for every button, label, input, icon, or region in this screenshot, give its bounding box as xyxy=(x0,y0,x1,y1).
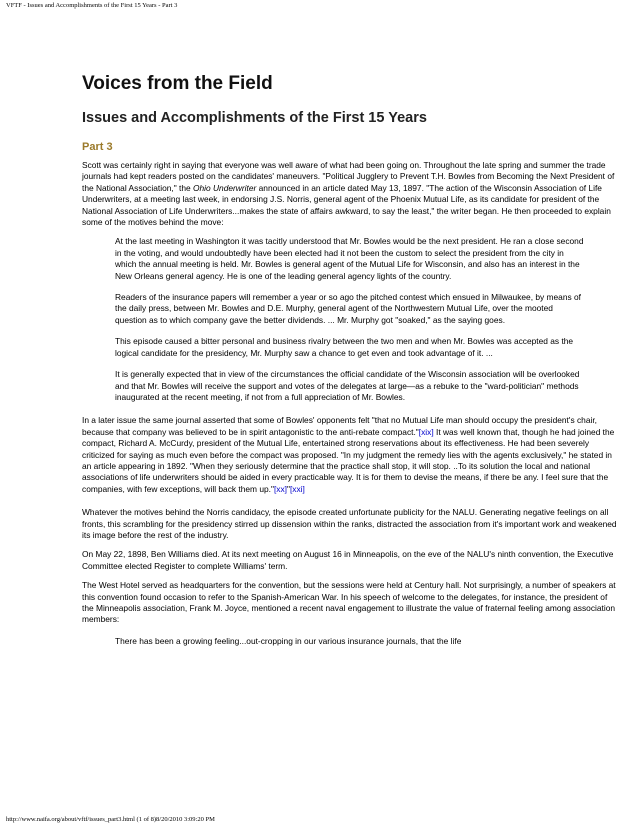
quote-paragraph: There has been a growing feeling...out-cropping in our various insurance journals, that the life xyxy=(115,635,462,646)
footnote-link-xxi[interactable]: [xxi] xyxy=(289,483,305,494)
block-quote-2 xyxy=(115,636,586,647)
quote-paragraph: It is generally expected that in view of the circumstances the official candidate of the Wisconsin association will be overlooked and that Mr. Bowles will receive the support and votes of the delegates at large—as a rebuke to the "ward-politician" methods inaugurated at the recent meeting, if not from a full appreciation of Mr. Bowles. xyxy=(115,369,580,402)
paragraph-2-text-b: It was well known that, though he had joined the compact, Richard A. McCurdy, president of the Mutual Life, entertained strong reservations about its effectiveness. He had been severely criticized for saying as much even before the compact was proposed. "In my judgment the remedy lies with the agents exclusively," he stated in an article appearing in 1892. "When they seriously determine that the practice shall stop, it will stop. ..To its solution the local and national associations of life underwriters should be aided in every practicable way. It is for them to devise the means, if there be any. I feel sure that the companies, with few exceptions, will back them up." xyxy=(82,426,615,494)
paragraph-2-text-a: In a later issue the same journal asserted that some of Bowles' opponents felt "that no Mutual Life man should occupy the president's chair, because that company was believed to be in spirit antagonistic to the anti-rebate compact." xyxy=(82,415,598,437)
paragraph-3: Whatever the motives behind the Norris candidacy, the episode created unfortunate publicity for the NALU. Generating negative feelings on all fronts, this scrambling for the presidency stirred up dissension within the ranks, distracted the association from it's important work and weakened its image before the rest of the industry. xyxy=(82,507,617,540)
paragraph-1 xyxy=(82,160,620,228)
paragraph-2-quote-mark: " xyxy=(287,483,290,494)
paragraph-1-text-b: announced in an article dated May 13, 1897. "The action of the Wisconsin Association of Life Underwriters, at a meeting last week, in endorsing J.S. Norris, general agent of the Phoenix Mutual Life, as its candidate for president of the National Association of Life Underwriters...makes the state of affairs awkward, to say the least," the writer began. He then proceeded to explain some of the motives behind the move: xyxy=(82,182,611,228)
block-quote-1 xyxy=(115,236,586,403)
print-header: VFTF - Issues and Accomplishments of the First 15 Years - Part 3 xyxy=(6,2,178,9)
footnote-link-xx[interactable]: [xx] xyxy=(273,483,287,494)
paragraph-2 xyxy=(82,415,620,495)
print-footer: http://www.naifa.org/about/vftf/issues_part3.html (1 of 8)8/20/2010 3:09:20 PM xyxy=(6,816,215,823)
paragraph-1-text-a: Scott was certainly right in saying that everyone was well aware of what had been going on. Throughout the late spring and summer the trade journals had kept readers posted on the candidates' maneuvers. "Political Jugglery to Prevent T.H. Bowles from Becoming the Next President of the National Association," the xyxy=(82,160,615,193)
publication-title: Ohio Underwriter xyxy=(192,182,257,193)
paragraph-5: The West Hotel served as headquarters for the convention, but the sessions were held at Century hall. Not surprisingly, a number of speakers at this convention found occasion to refer to the Spanish-American War. In his speech of welcome to the delegates, for instance, the president of the Minneapolis association, Frank M. Joyce, mentioned a recent naval engagement to illustrate the value of fraternal feeling among association members: xyxy=(82,580,616,625)
part-label: Part 3 xyxy=(82,141,113,153)
paragraph-4: On May 22, 1898, Ben Williams died. At its next meeting on August 16 in Minneapolis, on the eve of the NALU's ninth convention, the Executive Committee elected Register to complete Williams' term. xyxy=(82,549,614,571)
article xyxy=(82,72,620,647)
quote-paragraph: This episode caused a bitter personal and business rivalry between the two men and when Mr. Bowles was accepted as the logical candidate for the presidency, Mr. Murphy saw a chance to get even and took advantage of it. ... xyxy=(115,336,574,358)
page-title: Voices from the Field xyxy=(82,73,273,94)
quote-paragraph: At the last meeting in Washington it was tacitly understood that Mr. Bowles would be the next president. He ran a close second in the voting, and would undoubtedly have been elected had it not been the custom to select the president from the city in which the annual meeting is held. Mr. Bowles is general agent of the Mutual Life for Wisconsin, and also has an interest in the New Orleans general agency. He is one of the leading general agency lights of the country. xyxy=(115,236,584,281)
page-subtitle: Issues and Accomplishments of the First 15 Years xyxy=(82,110,427,126)
footnote-link-xix[interactable]: [xix] xyxy=(418,426,434,437)
quote-paragraph: Readers of the insurance papers will remember a year or so ago the pitched contest which ensued in Milwaukee, by means of the daily press, between Mr. Bowles and D.E. Murphy, general agent of the Northwestern Mutual Life, over the mooted question as to which company gave the better dividends. ... Mr. Murphy got "soaked," as the saying goes. xyxy=(115,292,581,325)
